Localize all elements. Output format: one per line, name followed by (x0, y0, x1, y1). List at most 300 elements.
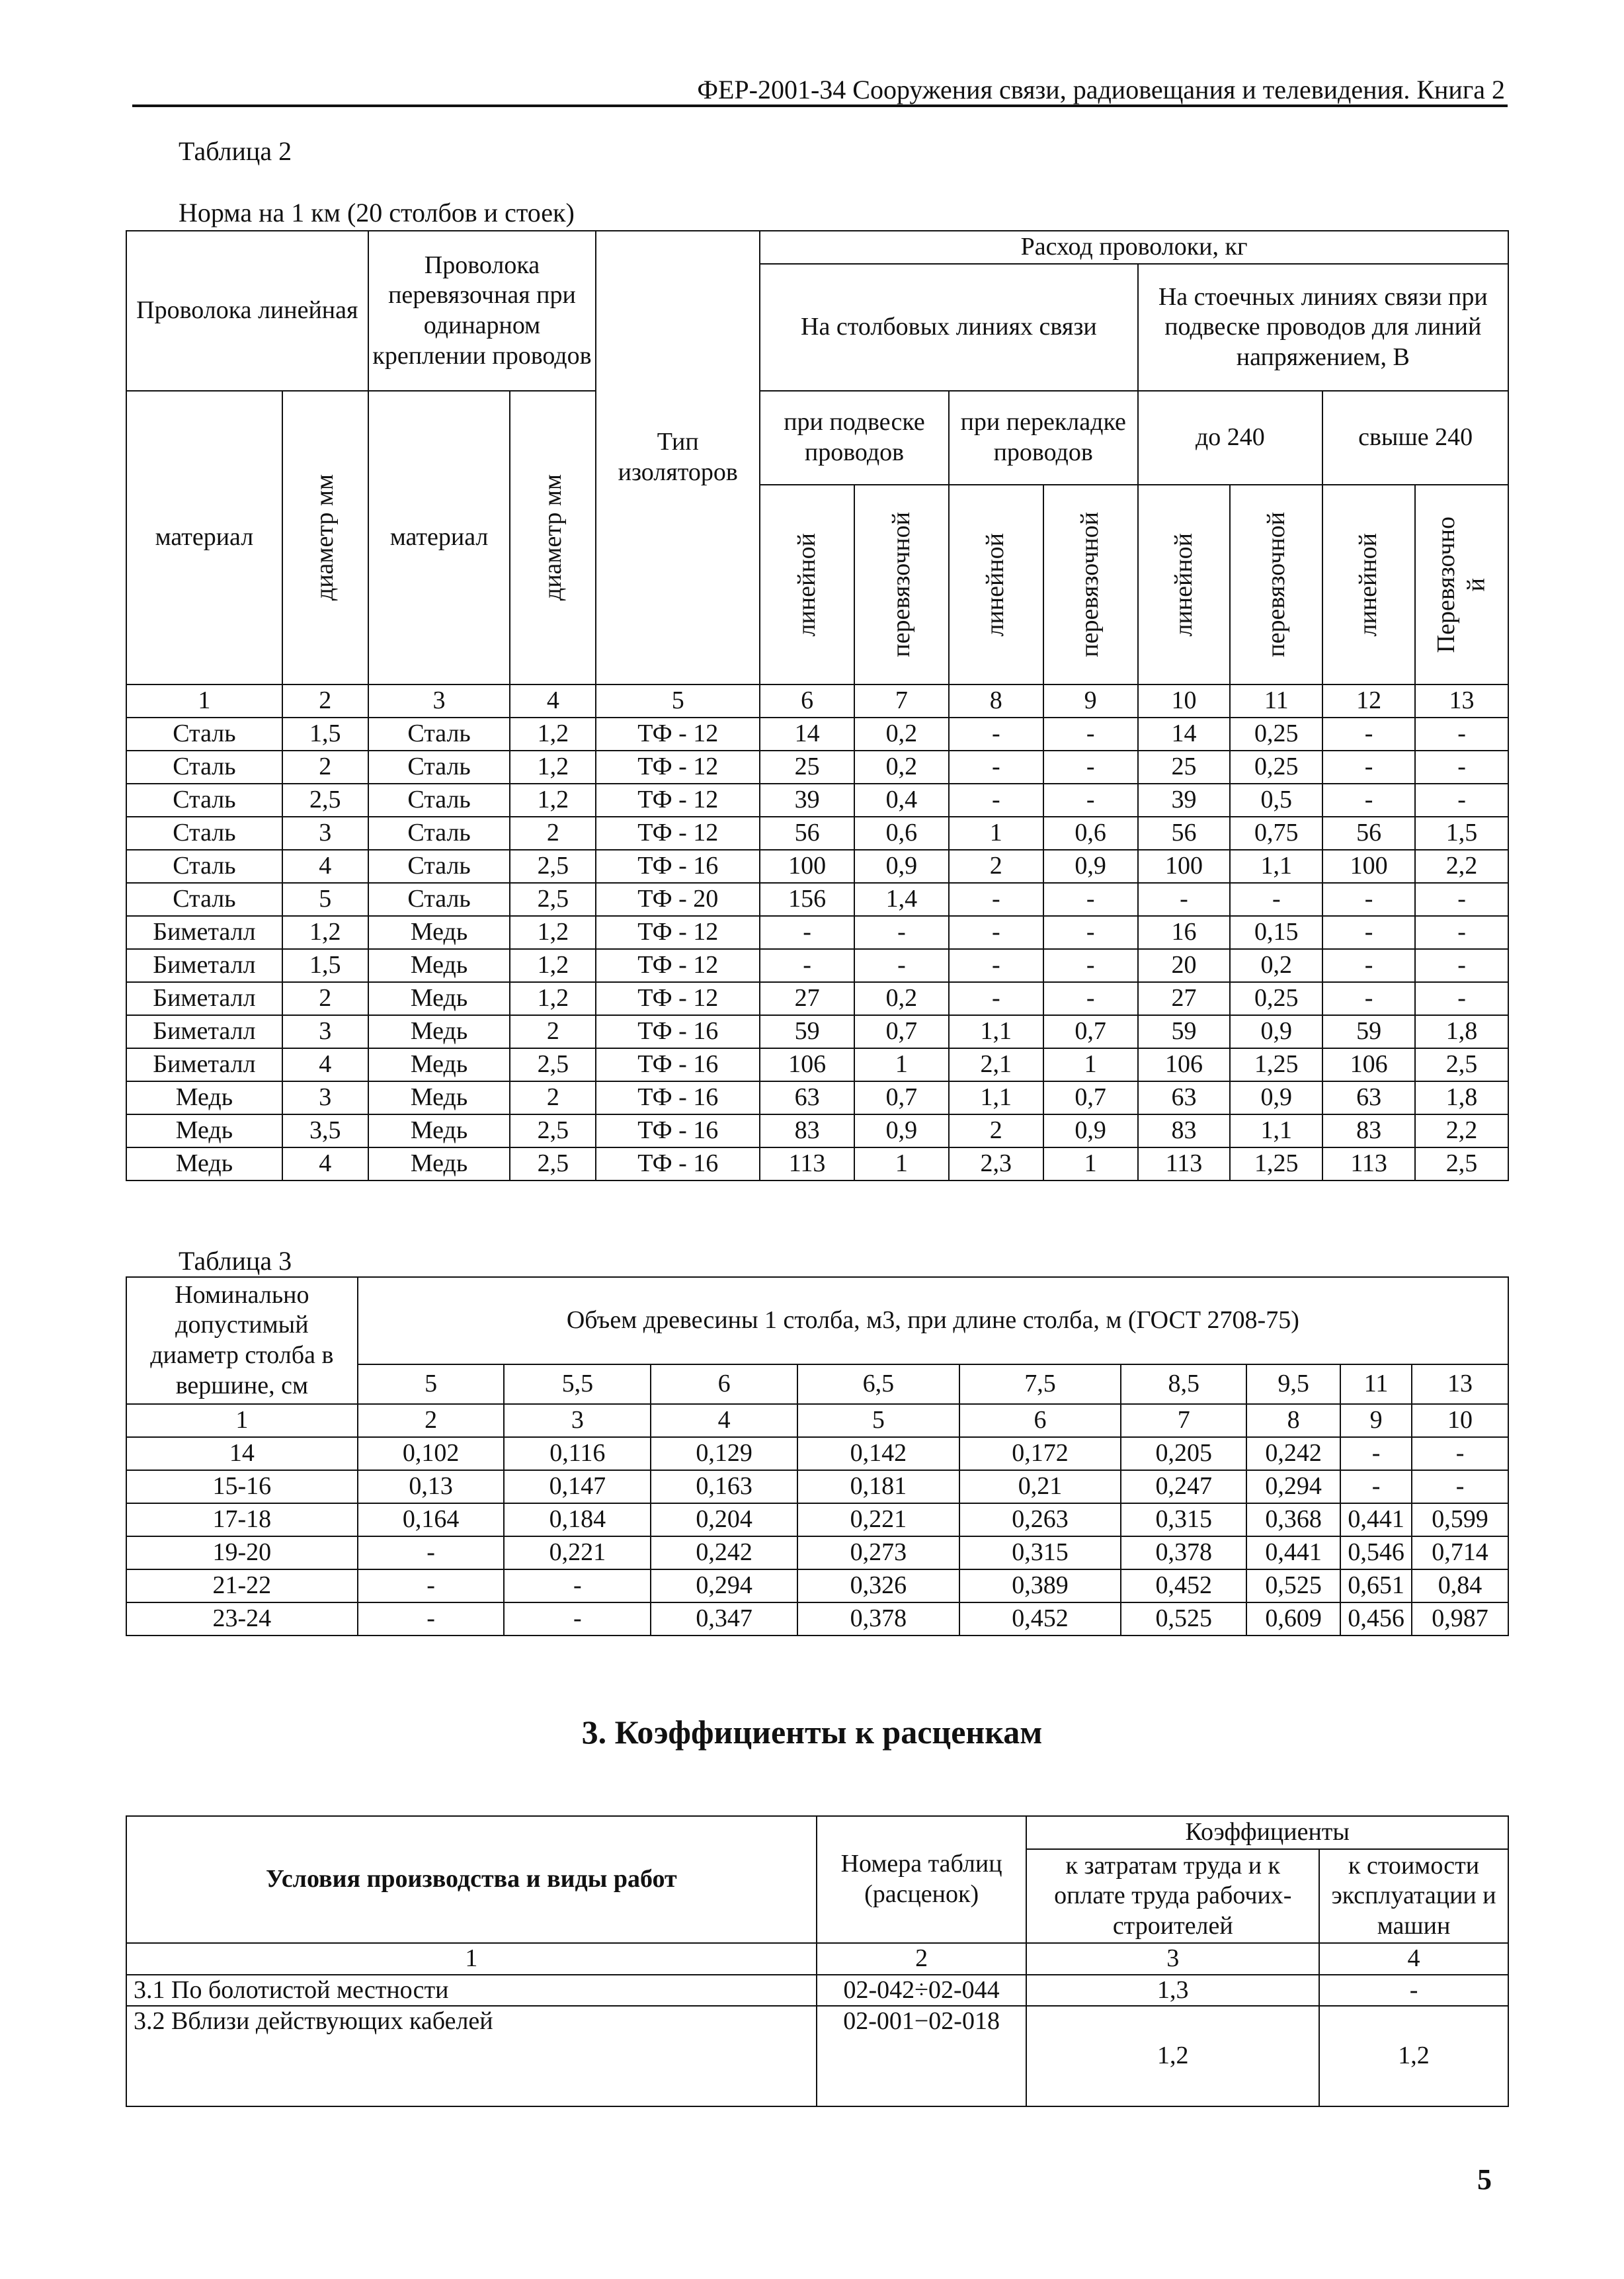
table-cell: - (1322, 751, 1415, 784)
header-rack-lines: На стоечных линиях связи при подвеске проводов для линий напряжением, В (1138, 264, 1508, 391)
table-cell: Сталь (126, 817, 282, 850)
table-cell: 1,5 (1415, 817, 1508, 850)
table-cell: 0,9 (1043, 1114, 1138, 1147)
table-cell: 0,651 (1340, 1569, 1412, 1602)
table-cell: 0,9 (1043, 850, 1138, 883)
table-cell: - (504, 1602, 651, 1636)
table-cell: 0,2 (854, 718, 949, 751)
table-cell: 113 (1322, 1147, 1415, 1181)
section3-title: 3. Коэффициенты к расценкам (581, 1714, 1043, 1751)
header-conditions: Условия производства и виды работ (126, 1816, 817, 1943)
column-number-row (126, 1404, 1508, 1437)
table-cell: 0,294 (651, 1569, 797, 1602)
header-diameter-1-text: диаметр мм (310, 474, 339, 601)
table-cell: 1 (949, 817, 1043, 850)
table-cell: 0,116 (504, 1437, 651, 1470)
header-wood-volume: Объем древесины 1 столба, м3, при длине столба, м (ГОСТ 2708-75) (358, 1277, 1508, 1364)
table-cell: 2,1 (949, 1048, 1043, 1081)
table-cell: 100 (1138, 850, 1231, 883)
header-material-1: материал (126, 391, 282, 684)
table-cell: ТФ - 12 (596, 718, 760, 751)
header-over240: свыше 240 (1322, 391, 1508, 485)
table-cell: - (358, 1569, 505, 1602)
table-cell: Медь (368, 1048, 510, 1081)
table-row (126, 718, 1508, 751)
table-cell: 0,2 (1230, 949, 1322, 982)
table-cell: - (1043, 883, 1138, 916)
table-cell: - (1415, 718, 1508, 751)
table-cell: 59 (1138, 1015, 1231, 1048)
table-cell: 0,368 (1246, 1503, 1340, 1536)
table-cell: - (949, 982, 1043, 1015)
table-cell: 39 (1138, 784, 1231, 817)
table-row (126, 1975, 1508, 2007)
length-header-cell: 11 (1340, 1364, 1412, 1404)
table-cell: - (1412, 1470, 1508, 1503)
table-row (126, 1015, 1508, 1048)
table-cell: - (949, 784, 1043, 817)
table-cell: 2,2 (1415, 850, 1508, 883)
table-cell: 19-20 (126, 1536, 358, 1569)
table-cell: - (1138, 883, 1231, 916)
length-header-cell: 6,5 (797, 1364, 959, 1404)
table-cell: 5 (797, 1404, 959, 1437)
table-cell: 63 (1138, 1081, 1231, 1114)
column-number-row (126, 684, 1508, 718)
header-tie-13-a: Перевязочно (1432, 516, 1460, 653)
table-cell: - (1340, 1437, 1412, 1470)
table-cell: - (1322, 718, 1415, 751)
table-cell: 0,142 (797, 1437, 959, 1470)
table-cell: ТФ - 12 (596, 784, 760, 817)
header-tie-11 (1230, 485, 1322, 684)
header-rule (132, 104, 1508, 107)
table-cell: ТФ - 20 (596, 883, 760, 916)
table-cell: - (1043, 982, 1138, 1015)
table-cell: 0,25 (1230, 751, 1322, 784)
table-cell: 2 (817, 1943, 1027, 1975)
table-cell: 6 (959, 1404, 1121, 1437)
table-cell: 1 (854, 1048, 949, 1081)
table-cell: 0,452 (1121, 1569, 1246, 1602)
table-cell: 1 (1043, 1048, 1138, 1081)
table-cell: 0,204 (651, 1503, 797, 1536)
table-cell: 0,2 (854, 982, 949, 1015)
table-cell: 20 (1138, 949, 1231, 982)
table-cell: 0,2 (854, 751, 949, 784)
header-machines: к стоимости эксплуатации и машин (1319, 1849, 1508, 1943)
header-linear-8-text: линейной (981, 532, 1010, 637)
table-cell: 9 (1340, 1404, 1412, 1437)
table-row (126, 1602, 1508, 1636)
table-cell: 8 (949, 684, 1043, 718)
table-cell: 3 (368, 684, 510, 718)
table-cell: 0,452 (959, 1602, 1121, 1636)
table-cell: ТФ - 16 (596, 1147, 760, 1181)
table-cell: - (358, 1602, 505, 1636)
table-cell: ТФ - 16 (596, 850, 760, 883)
header-tie-7-text: перевязочной (887, 512, 915, 657)
table-cell: 7 (854, 684, 949, 718)
table-cell: 0,6 (1043, 817, 1138, 850)
table-cell: Медь (368, 949, 510, 982)
table-cell: 4 (282, 1048, 368, 1081)
table-row (126, 1048, 1508, 1081)
header-linear-12 (1322, 485, 1415, 684)
table-cell: 0,315 (959, 1536, 1121, 1569)
table-cell: 113 (1138, 1147, 1231, 1181)
header-hang: при подвеске проводов (760, 391, 949, 485)
header-labor: к затратам труда и к оплате труда рабочих-строителей (1026, 1849, 1319, 1943)
coefficients-body (126, 1943, 1508, 2106)
table-cell: 0,441 (1340, 1503, 1412, 1536)
table-cell: 2 (949, 850, 1043, 883)
table-cell: 2 (282, 751, 368, 784)
table-cell: 63 (760, 1081, 854, 1114)
table-cell: Медь (368, 1081, 510, 1114)
table-cell: 5 (596, 684, 760, 718)
table-cell: 1,1 (1230, 850, 1322, 883)
table-cell: 0,987 (1412, 1602, 1508, 1636)
table-cell: 0,7 (854, 1081, 949, 1114)
header-tie-13 (1415, 485, 1508, 684)
table-cell: 0,378 (1121, 1536, 1246, 1569)
header-tie-wire: Проволока перевязочная при одинарном креплении проводов (368, 231, 596, 391)
table-cell: 16 (1138, 916, 1231, 949)
length-header-cell: 9,5 (1246, 1364, 1340, 1404)
table2-caption: Таблица 2 (179, 136, 292, 166)
table-cell: Биметалл (126, 1048, 282, 1081)
table-cell: 1,2 (510, 784, 596, 817)
table-cell: 0,546 (1340, 1536, 1412, 1569)
table-cell: - (949, 883, 1043, 916)
table-cell: 0,21 (959, 1470, 1121, 1503)
table-cell: - (1043, 718, 1138, 751)
table-cell: 1,2 (510, 718, 596, 751)
table-cell: ТФ - 16 (596, 1048, 760, 1081)
table-cell: - (1043, 916, 1138, 949)
table-cell: 1,1 (949, 1015, 1043, 1048)
table-cell: 2 (510, 817, 596, 850)
table-cell: 100 (760, 850, 854, 883)
table-cell: 113 (760, 1147, 854, 1181)
header-pole-diameter: Номинально допустимый диаметр столба в вершине, см (126, 1277, 358, 1404)
length-header-cell: 5,5 (504, 1364, 651, 1404)
length-header-cell: 8,5 (1121, 1364, 1246, 1404)
table-cell: - (1322, 982, 1415, 1015)
table-cell: 0,221 (504, 1536, 651, 1569)
table-cell: 0,7 (854, 1015, 949, 1048)
table-cell: 0,164 (358, 1503, 505, 1536)
header-tie-13-text (1432, 517, 1492, 653)
table-cell: 1,2 (1319, 2006, 1508, 2106)
table-row (126, 1536, 1508, 1569)
table-cell: ТФ - 12 (596, 949, 760, 982)
table-cell: 0,315 (1121, 1503, 1246, 1536)
table-cell: 0,172 (959, 1437, 1121, 1470)
table-cell: Сталь (368, 784, 510, 817)
table-cell: 0,441 (1246, 1536, 1340, 1569)
table-cell: - (1322, 784, 1415, 817)
table-cell: 0,609 (1246, 1602, 1340, 1636)
table-cell: 0,389 (959, 1569, 1121, 1602)
table-cell: 0,147 (504, 1470, 651, 1503)
table-cell: Медь (126, 1147, 282, 1181)
table-cell: - (1415, 982, 1508, 1015)
length-header-cell: 5 (358, 1364, 505, 1404)
table-row (126, 982, 1508, 1015)
table-cell: 1,2 (510, 916, 596, 949)
table-cell: Сталь (126, 751, 282, 784)
table-cell: 1,2 (1026, 2006, 1319, 2106)
table-cell: 1,5 (282, 718, 368, 751)
table-cell: - (1412, 1437, 1508, 1470)
table-cell: - (854, 949, 949, 982)
table-cell: Медь (126, 1081, 282, 1114)
table-row (126, 883, 1508, 916)
table2-body (126, 684, 1508, 1181)
table-cell: 25 (760, 751, 854, 784)
table-cell: 1,3 (1026, 1975, 1319, 2007)
page-number: 5 (1477, 2163, 1492, 2196)
table-cell: 0,525 (1246, 1569, 1340, 1602)
table-cell: 9 (1043, 684, 1138, 718)
table-cell: 106 (760, 1048, 854, 1081)
table-cell: 0,7 (1043, 1081, 1138, 1114)
table-cell: - (1322, 883, 1415, 916)
table-cell: 1 (1043, 1147, 1138, 1181)
table-cell: 4 (282, 1147, 368, 1181)
table-cell: 2 (510, 1015, 596, 1048)
table-cell: 0,9 (854, 1114, 949, 1147)
table-cell: 1 (126, 1404, 358, 1437)
header-diameter-1 (282, 391, 368, 684)
length-header-cell: 13 (1412, 1364, 1508, 1404)
table-cell: 2,5 (510, 1147, 596, 1181)
table-cell: 0,456 (1340, 1602, 1412, 1636)
table-cell: 0,205 (1121, 1437, 1246, 1470)
table-row (126, 1569, 1508, 1602)
table-cell: - (1322, 949, 1415, 982)
table-cell: 0,378 (797, 1602, 959, 1636)
table-cell: - (949, 751, 1043, 784)
table-row (126, 949, 1508, 982)
table-cell: - (1230, 883, 1322, 916)
table-cell: 63 (1322, 1081, 1415, 1114)
table-cell: 3 (282, 817, 368, 850)
table-cell: 14 (126, 1437, 358, 1470)
table-cell: Сталь (368, 718, 510, 751)
table-cell: 2,5 (282, 784, 368, 817)
table-cell: 1,8 (1415, 1015, 1508, 1048)
table-cell: 1 (854, 1147, 949, 1181)
header-tie-13-b: й (1462, 577, 1490, 592)
table-cell: 100 (1322, 850, 1415, 883)
header-table-numbers: Номера таблиц (расценок) (817, 1816, 1027, 1943)
table-cell: 1,1 (1230, 1114, 1322, 1147)
table-cell: 4 (1319, 1943, 1508, 1975)
table-cell: 1,25 (1230, 1147, 1322, 1181)
table-cell: 0,7 (1043, 1015, 1138, 1048)
table-cell: 0,184 (504, 1503, 651, 1536)
table-cell: Сталь (368, 883, 510, 916)
table-cell: 0,294 (1246, 1470, 1340, 1503)
table-cell: Сталь (126, 850, 282, 883)
header-tie-9 (1043, 485, 1138, 684)
header-linear-8 (949, 485, 1043, 684)
table-cell: 0,75 (1230, 817, 1322, 850)
table-cell: Медь (368, 1114, 510, 1147)
table-cell: 2,2 (1415, 1114, 1508, 1147)
table-cell: ТФ - 12 (596, 751, 760, 784)
table-cell: Биметалл (126, 1015, 282, 1048)
table-cell: 0,221 (797, 1503, 959, 1536)
table-cell: 0,25 (1230, 982, 1322, 1015)
table-cell: 0,6 (854, 817, 949, 850)
table-cell: 3.1 По болотистой местности (126, 1975, 817, 2007)
table-cell: 14 (760, 718, 854, 751)
table-cell: Медь (368, 982, 510, 1015)
table-cell: 4 (510, 684, 596, 718)
table-row (126, 784, 1508, 817)
table-cell: 1,1 (949, 1081, 1043, 1114)
table-cell: 0,163 (651, 1470, 797, 1503)
table-cell: 13 (1415, 684, 1508, 718)
table-cell: 7 (1121, 1404, 1246, 1437)
table-cell: ТФ - 16 (596, 1081, 760, 1114)
table-cell: 1,2 (510, 751, 596, 784)
table-cell: 1,4 (854, 883, 949, 916)
table-cell: 11 (1230, 684, 1322, 718)
table-cell: Медь (368, 1015, 510, 1048)
table-cell: - (1415, 751, 1508, 784)
table-cell: Медь (126, 1114, 282, 1147)
table-cell: ТФ - 16 (596, 1114, 760, 1147)
table-cell: 2,5 (510, 850, 596, 883)
table-cell: 3 (282, 1081, 368, 1114)
table-cell: 21-22 (126, 1569, 358, 1602)
table-cell: - (760, 916, 854, 949)
table-cell: - (1322, 916, 1415, 949)
table-cell: 56 (1138, 817, 1231, 850)
table-cell: - (1043, 949, 1138, 982)
header-linear-6-text: линейной (792, 532, 821, 637)
table-cell: 23-24 (126, 1602, 358, 1636)
table-cell: 1,5 (282, 949, 368, 982)
table-cell: Сталь (126, 784, 282, 817)
table-cell: 02-042÷02-044 (817, 1975, 1027, 2007)
table-cell: Сталь (368, 751, 510, 784)
table-cell: 1,2 (282, 916, 368, 949)
table-cell: 2,5 (510, 883, 596, 916)
table-cell: 0,102 (358, 1437, 505, 1470)
table-row (126, 1081, 1508, 1114)
table-cell: 4 (282, 850, 368, 883)
table2-norm: Норма на 1 км (20 столбов и стоек) (179, 198, 575, 228)
table-cell: 0,4 (854, 784, 949, 817)
table-cell: 1 (126, 684, 282, 718)
table-row (126, 751, 1508, 784)
table-row (126, 1503, 1508, 1536)
table-cell: Медь (368, 1147, 510, 1181)
table-cell: 3 (1026, 1943, 1319, 1975)
table-cell: 83 (1138, 1114, 1231, 1147)
header-material-2: материал (368, 391, 510, 684)
table-cell: 1,2 (510, 982, 596, 1015)
table-cell: 56 (760, 817, 854, 850)
table-cell: 0,181 (797, 1470, 959, 1503)
table-cell: ТФ - 16 (596, 1015, 760, 1048)
table-cell: - (1415, 949, 1508, 982)
table-cell: - (949, 916, 1043, 949)
table-cell: 0,15 (1230, 916, 1322, 949)
table-cell: - (949, 949, 1043, 982)
table-cell: 2 (510, 1081, 596, 1114)
table-cell: 1 (126, 1943, 817, 1975)
header-diameter-2 (510, 391, 596, 684)
table-cell: 0,84 (1412, 1569, 1508, 1602)
table-cell: 39 (760, 784, 854, 817)
table-cell: - (854, 916, 949, 949)
table-cell: 3 (282, 1015, 368, 1048)
header-line-wire: Проволока линейная (126, 231, 368, 391)
header-linear-12-text: линейной (1354, 532, 1383, 637)
table-cell: 02-001−02-018 (817, 2006, 1027, 2106)
table-cell: 0,326 (797, 1569, 959, 1602)
table-cell: 0,5 (1230, 784, 1322, 817)
table-cell: 3,5 (282, 1114, 368, 1147)
length-header-cell: 6 (651, 1364, 797, 1404)
table-cell: 1,25 (1230, 1048, 1322, 1081)
table-cell: 2 (282, 684, 368, 718)
column-number-row (126, 1943, 1508, 1975)
header-to240: до 240 (1138, 391, 1323, 485)
table-cell: 2,3 (949, 1147, 1043, 1181)
table-cell: 2,5 (1415, 1048, 1508, 1081)
header-tie-7 (854, 485, 949, 684)
table-cell: 56 (1322, 817, 1415, 850)
header-coefficients: Коэффициенты (1026, 1816, 1508, 1849)
table-cell: - (1043, 751, 1138, 784)
table-cell: 0,273 (797, 1536, 959, 1569)
table-cell: - (1043, 784, 1138, 817)
table-cell: 3.2 Вблизи действующих кабелей (126, 2006, 817, 2106)
table-cell: 83 (1322, 1114, 1415, 1147)
table-cell: Сталь (368, 850, 510, 883)
header-linear-6 (760, 485, 854, 684)
table3 (126, 1276, 1509, 1636)
table-cell: 4 (651, 1404, 797, 1437)
table-cell: 0,25 (1230, 718, 1322, 751)
table-cell: - (358, 1536, 505, 1569)
table-cell: 10 (1412, 1404, 1508, 1437)
table-cell: 0,263 (959, 1503, 1121, 1536)
table-cell: 10 (1138, 684, 1231, 718)
table-cell: Биметалл (126, 982, 282, 1015)
table-cell: 27 (1138, 982, 1231, 1015)
table-cell: ТФ - 12 (596, 982, 760, 1015)
header-linear-10 (1138, 485, 1231, 684)
table-cell: ТФ - 12 (596, 817, 760, 850)
table-cell: - (1340, 1470, 1412, 1503)
table-cell: 0,347 (651, 1602, 797, 1636)
table-cell: - (949, 718, 1043, 751)
table3-caption: Таблица 3 (179, 1246, 292, 1276)
table-cell: - (760, 949, 854, 982)
table-row (126, 850, 1508, 883)
coefficients-table (126, 1815, 1509, 2107)
table-cell: - (504, 1569, 651, 1602)
